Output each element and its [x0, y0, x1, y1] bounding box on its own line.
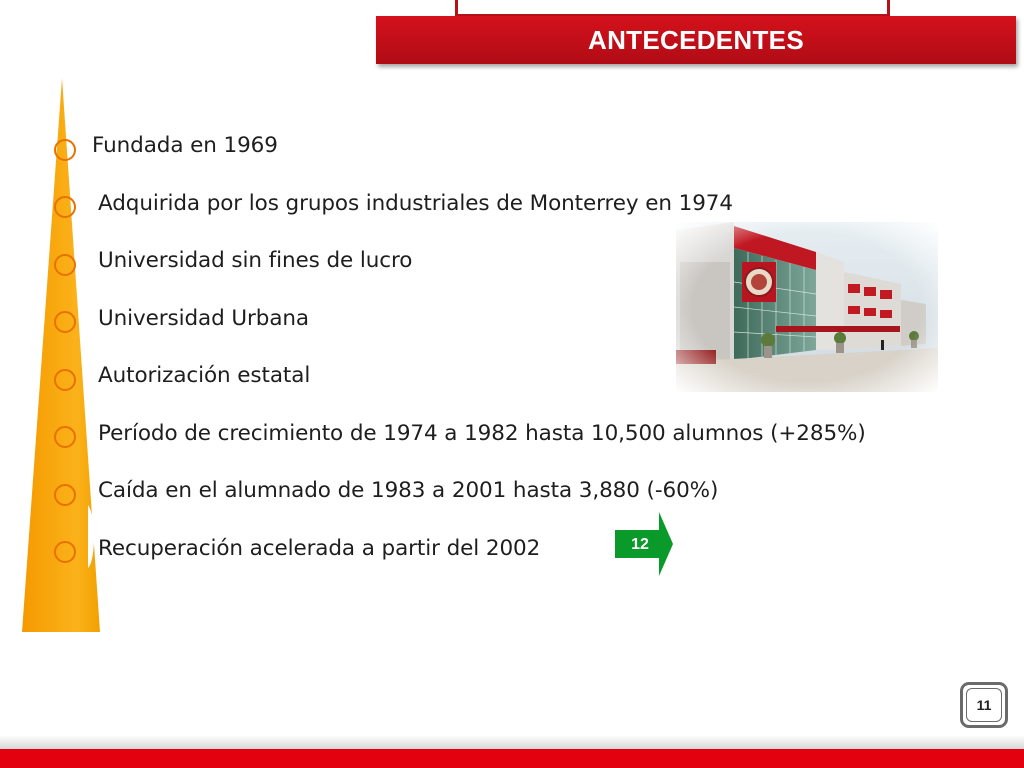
- next-slide-arrow-link[interactable]: [615, 512, 675, 576]
- circle-bullet-icon: [54, 541, 76, 563]
- list-item-text: Período de crecimiento de 1974 a 1982 hasta 10,500 alumnos (+285%): [98, 420, 866, 446]
- list-item-text: Universidad Urbana: [98, 305, 310, 331]
- list-item-text: Adquirida por los grupos industriales de Monterrey en 1974: [98, 190, 733, 216]
- footer-bar: [0, 749, 1024, 768]
- circle-bullet-icon: [54, 426, 76, 448]
- circle-bullet-icon: [54, 196, 76, 218]
- list-item-text: Universidad sin fines de lucro: [98, 248, 413, 274]
- list-item: [54, 405, 866, 463]
- arrow-link-label: 12: [631, 536, 649, 553]
- footer-divider: [0, 735, 1024, 749]
- list-item: [54, 117, 866, 175]
- title-banner: [376, 16, 1016, 64]
- list-item-text: Fundada en 1969: [92, 133, 278, 159]
- page-number: 11: [966, 688, 1002, 722]
- slide-title: ANTECEDENTES: [588, 24, 804, 55]
- list-item-text: Caída en el alumnado de 1983 a 2001 hasta 3,880 (-60%): [98, 478, 719, 504]
- list-item: [54, 462, 866, 520]
- list-item-text: Autorización estatal: [98, 363, 311, 389]
- page-number-badge: [960, 682, 1008, 728]
- circle-bullet-icon: [54, 484, 76, 506]
- circle-bullet-icon: [54, 254, 76, 276]
- circle-bullet-icon: [54, 139, 76, 161]
- circle-bullet-icon: [54, 369, 76, 391]
- circle-bullet-icon: [54, 311, 76, 333]
- university-building-image: [676, 222, 938, 392]
- list-item-text: Recuperación acelerada a partir del 2002: [98, 535, 541, 561]
- list-item: [54, 520, 866, 578]
